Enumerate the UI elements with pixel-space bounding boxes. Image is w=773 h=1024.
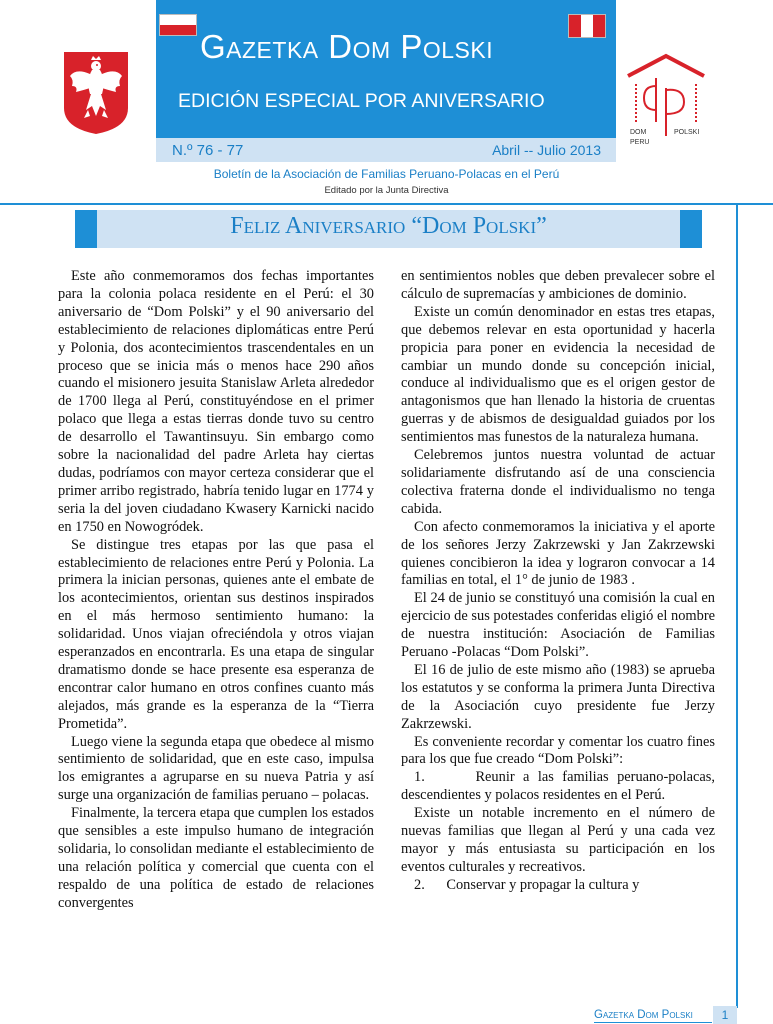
logo-text-peru: PERU [630, 139, 650, 146]
issue-date: Abril -- Julio 2013 [492, 142, 601, 158]
article-paragraph: Se distingue tres etapas por las que pasa el establecimiento de relaciones entre Perú y Polonia. La primera la inician personas, quienes ante el embate de los acontecimientos, orientan sus destinos inspirados en el más hermoso sentimiento humano: la solidaridad. Unos viajan ofreciéndola y otros viajan esperanzados en encontrarla. Es una etapa de singular dramatismo donde se hace presente esa esperanza de encontrar calor humano en otros confines cuanto más alejados, más grande es la esperanza de la “Tierra Prometida”. [58, 536, 374, 732]
page-number: 1 [713, 1006, 737, 1024]
logo-text-dom: DOM [630, 129, 647, 136]
logo-text-polski: POLSKI [674, 129, 700, 136]
article-paragraph: Es conveniente recordar y comentar los cuatro fines para los que fue creado “Dom Polski”: [401, 733, 715, 768]
footer-publication-name: Gazetka Dom Polski [594, 1009, 693, 1021]
article-paragraph: Con afecto conmemoramos la iniciativa y el aporte de los señores Jerzy Zakrzewski y Jan Zakrzewski quienes concibieron la idea y lograron convocar a 14 familias en total, el 1° de junio de 1983 . [401, 518, 715, 589]
dom-polski-logo [622, 52, 710, 148]
polish-eagle-emblem [62, 50, 130, 134]
issue-number: N.º 76 - 77 [172, 142, 244, 159]
article-paragraph: Este año conmemoramos dos fechas importantes para la colonia polaca residente en el Perú: el 30 aniversario de “Dom Polski” y el 90 aniversario del establecimiento de relaciones diplomáticas entre Perú y Polonia, dos acontecimientos trascendentales en un proceso que se inicia más o menos hace 290 años cuando el misionero jesuita Stanislaw Arleta alrededor de 1700 llega al Perú, constituyéndose en el primer polaco que llega a estas tierras donde tuvo su centro de desarrollo el Tawantinsuyu. Sin embargo como sobre la nacionalidad del padre Arleta hay ciertas dudas, podríamos con mayor certeza considerar que el primer arribo registrado, habría tenido lugar en 1774 y seria la del joven ciudadano Kwasery Karnicki nacido en 1750 en Nowogródek. [58, 268, 374, 535]
article-paragraph: El 24 de junio se constituyó una comisión la cual en ejercicio de sus potestades conferidas eligió el nombre de nuestra institución: Asociación de Familias Peruano -Polacas “Dom Polski”. [401, 590, 715, 661]
article-paragraph: El 16 de julio de este mismo año (1983) se aprueba los estatutos y se conforma la primera Junta Directiva de la Asociación cuyo presidente fue Jerzy Zakrzewski. [401, 661, 715, 732]
edition-subtitle: EDICIÓN ESPECIAL POR ANIVERSARIO [178, 90, 545, 112]
bulletin-description: Boletín de la Asociación de Familias Peruano-Polacas en el Perú [213, 167, 560, 181]
right-margin-rule [736, 203, 738, 1008]
masthead-banner [156, 0, 616, 138]
article-paragraph: Finalmente, la tercera etapa que cumplen los estados que sensibles a este impulso humano de integración solidaria, lo consolidan mediante el establecimiento de una relación política y comercial que cuenta con el respaldo de una política de estado de relaciones convergentes [58, 805, 374, 911]
article-paragraph-continued: en sentimientos nobles que deben prevalecer sobre el cálculo de supremacías y ambiciones de dominio. [401, 268, 715, 302]
article-title: Feliz Aniversario “Dom Polski” [230, 213, 547, 239]
footer-rule [594, 1022, 712, 1023]
numbered-item: 2. Conservar y propagar la cultura y [414, 876, 640, 893]
article-column-left [58, 268, 374, 913]
poland-flag [159, 14, 197, 36]
article-column-right [401, 268, 719, 895]
numbered-item: 1. Reunir a las familias peruano-polacas, descendientes y polacos residentes en el Perú. [401, 769, 719, 804]
newsletter-title: Gazetka Dom Polski [200, 28, 494, 65]
header-divider [0, 203, 773, 205]
article-paragraph: Existe un común denominador en estas tres etapas, que debemos relevar en esta oportunidad y hacerla propicia para poner en evidencia la necesidad de cambiar un mundo donde su concepción inicial, conduce al individualismo que es el origen gestor de antagonismos que han llenado la historia de cruentas guerras y de abismos de desigualdad guiados por los sentimientos mas funestos de la naturaleza humana. [401, 303, 715, 446]
article-paragraph: Existe un notable incremento en el número de nuevas familias que llegan al Perú y una cada vez mayor y más entusiasta su participación en los eventos culturales y recreativos. [401, 805, 715, 875]
article-paragraph: Luego viene la segunda etapa que obedece al mismo sentimiento de solidaridad, que en este caso, impulsa los emigrantes a agruparse en su nueva Patria y así surge una organización de familias peruano – polacas. [58, 733, 374, 804]
edited-by: Editado por la Junta Directiva [324, 185, 449, 196]
article-paragraph: Celebremos juntos nuestra voluntad de actuar solidariamente disfrutando así de una consciencia colectiva fraterna donde el individualismo no tenga cabida. [401, 447, 715, 517]
